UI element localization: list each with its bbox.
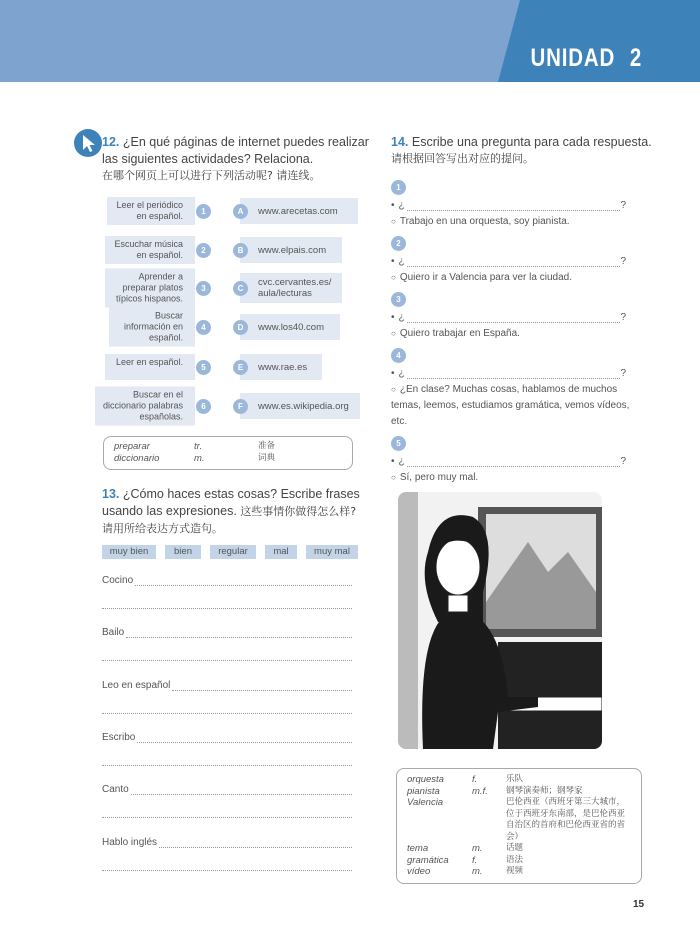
activity-number[interactable]: 4 [196,320,211,335]
vocab-row [407,843,631,855]
question-line[interactable] [391,256,626,267]
vocab-translation: 词典 [258,452,276,463]
vocab-translation: 钢琴演奏师；钢琴家 [506,785,583,796]
website-box: www.es.wikipedia.org [240,393,360,419]
answer [391,270,636,286]
answer [391,326,636,342]
website-letter[interactable]: A [233,204,248,219]
answer [391,470,636,486]
item-number: 1 [391,180,406,195]
question-line[interactable] [391,368,626,379]
vocab-row [114,441,342,453]
ex13-number: 13. [102,487,120,501]
vocab-row [407,866,631,878]
answer [391,214,636,230]
dotted-line[interactable] [102,765,352,766]
dotted-line[interactable] [102,660,352,661]
question-line[interactable] [391,200,626,211]
expression-chip: regular [210,545,256,559]
item-number: 2 [391,236,406,251]
vocab-grammar: m. [194,452,205,464]
activity-box: Leer en español. [105,354,195,380]
unit-title [530,44,642,73]
vocab-row [407,786,631,798]
vocab-translation: 话题 [506,843,524,853]
dotted-line[interactable] [159,840,352,848]
vocab-grammar: tr. [194,441,203,452]
answer-text: ¿En clase? Muchas cosas, hablamos de muchos temas, leemos, estudiamos gramática, vemos vídeos, etc. [391,384,630,427]
circle-bullet-icon: ○ [391,217,396,226]
prompt-text: Escribo [102,731,136,743]
dotted-line[interactable] [131,787,352,795]
open-question-mark: ¿ [398,256,405,267]
ex14-title [391,134,686,151]
ex14-text: Escribe una pregunta para cada respuesta. [411,135,652,149]
dotted-line[interactable] [135,578,352,586]
vocab-row [114,453,342,465]
bullet-icon: • [391,312,395,323]
item-number: 4 [391,348,406,363]
vocab-translation: 语法 [506,854,524,865]
answer [391,382,636,430]
ex13-text: ¿Cómo haces estas cosas? Escribe frases usando las expresiones. [102,487,360,518]
answer-text: Quiero ir a Valencia para ver la ciudad. [399,272,572,283]
ex12-title-zh: 在哪个网页上可以进行下列活动呢? 请连线。 [102,169,321,182]
vocab-translation: 视频 [506,866,524,876]
circle-bullet-icon: ○ [391,329,396,338]
website-letter[interactable]: B [233,243,248,258]
close-question-mark: ? [620,256,626,267]
open-question-mark: ¿ [398,456,405,467]
sentence-line[interactable] [102,732,352,743]
vocab-word: vídeo [407,866,431,877]
vocab-row [407,797,631,843]
dotted-line[interactable] [102,870,352,871]
website-box: www.los40.com [240,314,340,340]
unit-number: 2 [629,44,642,72]
vocab-grammar: f. [472,854,478,866]
circle-bullet-icon: ○ [391,385,396,394]
expression-chip: bien [165,545,201,559]
vocab-box-14 [396,768,642,884]
activity-number[interactable]: 5 [196,360,211,375]
answer-text: Sí, pero muy mal. [399,472,479,483]
unit-label: UNIDAD [530,44,616,72]
vocab-word: orquesta [407,774,444,785]
ex13-title-zh: 这些事情你做得怎么样? 请用所给表达方式造句。 [102,505,357,535]
vocab-word: gramática [407,854,449,866]
website-letter[interactable]: F [233,399,248,414]
vocab-word: tema [407,843,429,854]
dotted-line[interactable] [102,817,352,818]
activity-box: Buscar información en español. [109,308,195,347]
answer-text: Quiero trabajar en España. [399,328,520,339]
activity-box: Escuchar música en español. [105,236,195,264]
activity-box: Leer el periódico en español. [107,197,195,225]
open-question-mark: ¿ [398,200,405,211]
dotted-line[interactable] [137,735,352,743]
close-question-mark: ? [620,312,626,323]
circle-bullet-icon: ○ [391,273,396,282]
ex13-header [102,486,364,559]
website-box: www.elpais.com [240,237,342,263]
vocab-grammar: m.f. [472,785,488,797]
activity-number[interactable]: 6 [196,399,211,414]
expression-chip: muy bien [102,545,156,559]
close-question-mark: ? [620,200,626,211]
website-box: cvc.cervantes.es/ aula/lecturas [240,273,342,303]
dotted-line[interactable] [172,683,352,691]
open-question-mark: ¿ [398,312,405,323]
circle-bullet-icon: ○ [391,473,396,482]
vocab-word: Valencia [407,797,444,808]
ex14-title-zh: 请根据回答写出对应的提问。 [391,152,534,165]
activity-box: Aprender a preparar platos típicos hispanos. [105,269,195,308]
vocab-box-12 [103,436,353,470]
prompt-text: Hablo inglés [102,836,158,848]
website-letter[interactable]: E [233,360,248,375]
ex12-text: ¿En qué páginas de internet puedes realizar las siguientes actividades? Relaciona. [102,135,369,166]
bullet-icon: • [391,256,395,267]
ex13-title [102,486,364,537]
website-letter[interactable]: C [233,281,248,296]
activity-box: Buscar en el diccionario palabras españolas. [95,387,195,426]
open-question-mark: ¿ [398,368,405,379]
website-box: www.rae.es [240,354,322,380]
ex12-header [102,134,382,183]
ex14-number: 14. [391,135,409,149]
question-line[interactable] [391,456,626,467]
answer-text: Trabajo en una orquesta, soy pianista. [399,216,570,227]
vocab-translation: 乐队 [506,774,524,784]
sentence-line[interactable] [102,575,352,586]
ex12-number: 12. [102,135,120,149]
dotted-line[interactable] [407,203,621,211]
website-letter[interactable]: D [233,320,248,335]
ex12-title [102,134,382,168]
vocab-grammar [472,797,506,843]
dotted-line[interactable] [126,630,352,638]
activity-number[interactable]: 1 [196,204,211,219]
vocab-grammar: m. [472,866,483,877]
vocab-translation: 巴伦西亚（西班牙第三大城市，位于西班牙东南部，是巴伦西亚自治区的首府和巴伦西亚省的省会） [506,797,626,842]
sentence-line[interactable] [102,784,352,795]
activity-number[interactable]: 2 [196,243,211,258]
close-question-mark: ? [620,368,626,379]
bullet-icon: • [391,456,395,467]
pianist-illustration [398,492,602,749]
vocab-grammar: m. [472,843,483,854]
ex14-header [391,134,686,166]
vocab-row [407,774,631,786]
bullet-icon: • [391,200,395,211]
dotted-line[interactable] [407,259,621,267]
vocab-translation: 准备 [258,441,276,451]
vocab-word: pianista [407,785,440,797]
sentence-line[interactable] [102,680,352,691]
dotted-line[interactable] [102,713,352,714]
expression-chips [102,545,364,559]
prompt-text: Canto [102,784,129,796]
question-line[interactable] [391,312,626,323]
expression-chip: mal [265,545,297,559]
close-question-mark: ? [620,456,626,467]
prompt-text: Bailo [102,627,125,639]
website-box: www.arecetas.com [240,198,358,224]
item-number: 3 [391,292,406,307]
cursor-icon [74,129,102,157]
dotted-line[interactable] [407,315,621,323]
dotted-line[interactable] [407,459,621,467]
vocab-word: preparar [114,441,150,452]
item-number: 5 [391,436,406,451]
prompt-text: Cocino [102,575,134,586]
sentence-line[interactable] [102,837,352,848]
prompt-text: Leo en español [102,679,171,691]
dotted-line[interactable] [102,608,352,609]
bullet-icon: • [391,368,395,379]
dotted-line[interactable] [407,371,621,379]
vocab-row [407,855,631,867]
expression-chip: muy mal [306,545,358,559]
sentence-line[interactable] [102,627,352,638]
vocab-grammar: f. [472,774,478,785]
vocab-word: diccionario [114,452,160,464]
page-number: 15 [633,899,645,910]
activity-number[interactable]: 3 [196,281,211,296]
